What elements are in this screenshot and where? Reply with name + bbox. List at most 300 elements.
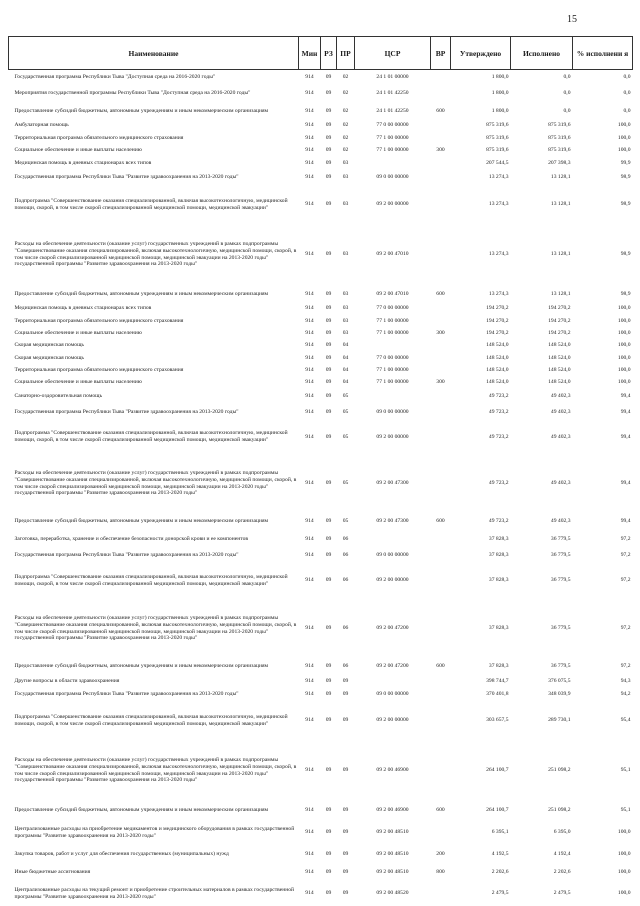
row-rz: 09 (325, 251, 332, 258)
row-name: Амбулаторная помощь (14, 122, 69, 129)
row-min: 914 (305, 174, 314, 181)
row-csr: 77 1 00 00000 (376, 147, 409, 154)
row-approved: 148 524,0 (486, 379, 509, 386)
row-approved: 148 524,0 (486, 354, 509, 361)
row-percent: 0,0 (623, 90, 631, 97)
row-percent: 0,0 (623, 107, 631, 114)
row-percent: 100,0 (617, 122, 631, 129)
row-csr: 77 0 00 00000 (376, 122, 409, 129)
row-min: 914 (305, 869, 314, 876)
table-row (9, 513, 633, 531)
row-vr (431, 531, 451, 548)
row-vr: 600 (436, 107, 445, 114)
row-name: Санаторно-оздоровительная помощь (14, 393, 103, 400)
row-rz: 09 (325, 90, 332, 97)
row-pr: 06 (342, 577, 349, 584)
row-rz: 09 (325, 767, 332, 774)
row-executed: 207 398,3 (548, 159, 571, 166)
row-vr (431, 688, 451, 702)
row-min: 914 (305, 379, 314, 386)
row-approved: 37 828,3 (488, 577, 509, 584)
row-name: Государственная программа Республики Тыва "Развитие здравоохранения на 2013-2020 годы" (14, 551, 239, 558)
row-approved: 148 524,0 (486, 367, 509, 374)
table-row (9, 548, 633, 563)
row-pr: 03 (342, 174, 349, 181)
row-executed: 194 270,2 (548, 317, 571, 324)
row-name: Подпрограмма "Совершенствование оказания специализированной, включая высокотехнологичную, медицинской помощи, скорой, в том числе скорой специализированной медицинской помощи, медицинской эвакуации" (14, 573, 288, 587)
table-body (9, 70, 633, 906)
row-approved: 303 657,5 (486, 717, 509, 724)
row-executed: 148 524,0 (548, 342, 571, 349)
row-name: Государственная программа Республики Тыва "Развитие здравоохранения на 2013-2020 годы" (14, 174, 239, 181)
row-min: 914 (305, 625, 314, 632)
row-percent: 100,0 (617, 851, 631, 858)
row-approved: 13 274,3 (488, 201, 509, 208)
row-vr (431, 365, 451, 377)
row-approved: 264 100,7 (486, 807, 509, 814)
row-csr: 77 0 00 00000 (376, 354, 409, 361)
row-pr: 05 (342, 480, 349, 487)
row-name: Медицинская помощь в дневных стационарах всех типов (14, 305, 152, 312)
row-name: Другие вопросы в области здравоохранения (14, 677, 120, 684)
row-min: 914 (305, 330, 314, 337)
row-pr: 03 (342, 317, 349, 324)
row-csr: 09 0 00 00000 (376, 408, 409, 415)
row-pr: 05 (342, 518, 349, 525)
row-percent: 94,2 (620, 691, 631, 698)
row-min: 914 (305, 342, 314, 349)
row-rz: 09 (325, 807, 332, 814)
row-rz: 09 (325, 134, 332, 141)
table-row (9, 157, 633, 170)
row-vr: 800 (436, 869, 445, 876)
table-row (9, 352, 633, 365)
row-vr: 600 (436, 290, 445, 297)
row-min: 914 (305, 90, 314, 97)
row-executed: 0,0 (563, 73, 571, 80)
row-rz: 09 (325, 174, 332, 181)
row-vr (431, 224, 451, 286)
row-rz: 09 (325, 851, 332, 858)
row-executed: 36 779,5 (550, 625, 571, 632)
table-row (9, 599, 633, 659)
row-vr (431, 599, 451, 659)
row-approved: 49 723,2 (488, 393, 509, 400)
table-row (9, 846, 633, 864)
row-approved: 13 274,3 (488, 290, 509, 297)
table-row (9, 389, 633, 405)
row-approved: 1 800,0 (491, 90, 509, 97)
row-executed: 49 402,3 (550, 518, 571, 525)
row-min: 914 (305, 122, 314, 129)
row-executed: 148 524,0 (548, 379, 571, 386)
row-min: 914 (305, 354, 314, 361)
row-approved: 1 800,0 (491, 107, 509, 114)
row-executed: 49 402,3 (550, 408, 571, 415)
row-csr (355, 389, 431, 405)
header-approved: Утверждено (451, 37, 511, 70)
row-min: 914 (305, 829, 314, 836)
row-executed: 251 098,2 (548, 807, 571, 814)
row-percent: 99,4 (620, 518, 631, 525)
row-executed: 2 202,6 (553, 869, 571, 876)
row-vr (431, 420, 451, 455)
row-percent: 100,0 (617, 305, 631, 312)
row-csr: 24 1 01 00000 (376, 73, 409, 80)
row-approved: 148 524,0 (486, 342, 509, 349)
row-pr: 05 (342, 393, 349, 400)
row-csr: 09 2 00 00000 (376, 201, 409, 208)
row-vr (431, 389, 451, 405)
row-name: Расходы на обеспечение деятельности (оказание услуг) государственных учреждений в рамках подпрограммы "Совершенствование оказания специализированной, включая высокотехнологичную, медицинской помощи, скорой, в том числе скорой специализированной медицинской помощи, медицинской эвакуации на 2013-2020 годы" государственной программы "Развитие здравоохранения на 2013-2020 годы" (14, 470, 297, 497)
row-name: Территориальная программа обязательного медицинского страхования (14, 134, 184, 141)
row-pr: 04 (342, 342, 349, 349)
table-header-row (9, 37, 633, 70)
row-vr (431, 85, 451, 103)
row-percent: 100,0 (617, 354, 631, 361)
header-csr: ЦСР (355, 37, 431, 70)
row-percent: 100,0 (617, 890, 631, 897)
row-approved: 194 270,2 (486, 330, 509, 337)
row-vr: 600 (436, 518, 445, 525)
row-rz: 09 (325, 625, 332, 632)
row-min: 914 (305, 305, 314, 312)
row-name: Подпрограмма "Совершенствование оказания специализированной, включая высокотехнологичную, медицинской помощи, скорой, в том числе скорой специализированной медицинской помощи, медицинской эвакуации" (14, 713, 288, 727)
row-percent: 99,4 (620, 408, 631, 415)
row-rz: 09 (325, 393, 332, 400)
row-percent: 100,0 (617, 147, 631, 154)
row-pr: 06 (342, 625, 349, 632)
row-vr (431, 548, 451, 563)
row-min: 914 (305, 717, 314, 724)
row-csr: 09 2 00 48510 (376, 829, 409, 836)
row-percent: 100,0 (617, 134, 631, 141)
table-row (9, 820, 633, 846)
row-rz: 09 (325, 330, 332, 337)
row-vr (431, 303, 451, 315)
row-csr (355, 675, 431, 688)
row-name: Централизованные расходы на текущий ремонт и приобретение строительных материалов в рамках государственной программы "Развитие здравоохранения на 2013-2020 годы" (14, 886, 295, 900)
row-executed: 251 098,2 (548, 767, 571, 774)
row-rz: 09 (325, 691, 332, 698)
row-rz: 09 (325, 379, 332, 386)
row-rz: 09 (325, 518, 332, 525)
row-vr (431, 405, 451, 420)
row-percent: 98,9 (620, 201, 631, 208)
row-vr (431, 455, 451, 513)
row-min: 914 (305, 367, 314, 374)
row-approved: 2 479,5 (491, 890, 509, 897)
table-row (9, 340, 633, 352)
row-rz: 09 (325, 551, 332, 558)
row-vr: 600 (436, 663, 445, 670)
row-csr: 09 2 00 48510 (376, 851, 409, 858)
row-min: 914 (305, 433, 314, 440)
row-vr (431, 157, 451, 170)
row-vr (431, 340, 451, 352)
row-pr: 06 (342, 663, 349, 670)
row-min: 914 (305, 767, 314, 774)
row-pr: 06 (342, 535, 349, 542)
row-rz: 09 (325, 290, 332, 297)
row-name: Мероприятия государственной программы Республики Тыва "Доступная среда на 2016-2020 годы" (14, 90, 251, 97)
page-number: 15 (567, 14, 577, 25)
row-csr: 77 1 00 00000 (376, 367, 409, 374)
row-rz: 09 (325, 367, 332, 374)
table-row (9, 315, 633, 328)
row-percent: 94,3 (620, 677, 631, 684)
table-row (9, 103, 633, 120)
table-row (9, 531, 633, 548)
row-pr: 02 (342, 73, 349, 80)
row-rz: 09 (325, 663, 332, 670)
row-csr: 77 0 00 00000 (376, 305, 409, 312)
row-approved: 264 100,7 (486, 767, 509, 774)
table-row (9, 224, 633, 286)
table-row (9, 120, 633, 132)
row-vr (431, 120, 451, 132)
row-min: 914 (305, 677, 314, 684)
row-executed: 13 128,1 (550, 251, 571, 258)
table-row (9, 377, 633, 389)
row-csr (355, 157, 431, 170)
row-approved: 37 828,3 (488, 535, 509, 542)
table-row (9, 328, 633, 340)
row-executed: 49 402,3 (550, 480, 571, 487)
row-vr (431, 315, 451, 328)
row-pr: 02 (342, 122, 349, 129)
table-row (9, 132, 633, 145)
row-vr (431, 70, 451, 85)
row-name: Предоставление субсидий бюджетным, автономным учреждениям и иным некоммерческим организациям (14, 518, 269, 525)
row-executed: 148 524,0 (548, 367, 571, 374)
table-row (9, 286, 633, 303)
table-row (9, 455, 633, 513)
table-row (9, 405, 633, 420)
row-pr: 03 (342, 251, 349, 258)
row-csr: 77 1 00 00000 (376, 379, 409, 386)
table-row (9, 365, 633, 377)
row-csr (355, 340, 431, 352)
row-executed: 36 779,5 (550, 577, 571, 584)
row-percent: 100,0 (617, 379, 631, 386)
row-rz: 09 (325, 201, 332, 208)
row-name: Закупка товаров, работ и услуг для обеспечения государственных (муниципальных) нужд (14, 851, 229, 858)
row-csr: 77 1 00 00000 (376, 134, 409, 141)
header-min: Мин (299, 37, 321, 70)
row-pr: 09 (342, 807, 349, 814)
table-row (9, 70, 633, 85)
row-executed: 49 402,3 (550, 433, 571, 440)
row-csr: 09 2 00 00000 (376, 717, 409, 724)
row-name: Территориальная программа обязательного медицинского страхования (14, 317, 184, 324)
row-pr: 09 (342, 717, 349, 724)
header-executed: Исполнено (511, 37, 573, 70)
row-executed: 36 779,5 (550, 535, 571, 542)
row-min: 914 (305, 317, 314, 324)
table-row (9, 170, 633, 186)
row-name: Предоставление субсидий бюджетным, автономным учреждениям и иным некоммерческим организациям (14, 290, 269, 297)
row-name: Централизованные расходы на приобретение медикаментов и медицинского оборудования в рамках государственной программы "Развитие здравоохранения на 2013-2020 годы" (14, 825, 295, 839)
row-approved: 875 319,6 (486, 122, 509, 129)
row-percent: 95,1 (620, 767, 631, 774)
table-row (9, 702, 633, 740)
row-vr (431, 352, 451, 365)
row-executed: 36 779,5 (550, 551, 571, 558)
row-name: Подпрограмма "Совершенствование оказания специализированной, включая высокотехнологичную, медицинской помощи, скорой, в том числе скорой специализированной медицинской помощи, медицинской эвакуации" (14, 430, 288, 443)
row-name: Иные бюджетные ассигнования (14, 869, 91, 876)
row-rz: 09 (325, 305, 332, 312)
row-executed: 36 779,5 (550, 663, 571, 670)
row-rz: 09 (325, 677, 332, 684)
row-rz: 09 (325, 829, 332, 836)
row-min: 914 (305, 851, 314, 858)
row-csr: 09 2 00 47300 (376, 518, 409, 525)
row-rz: 09 (325, 147, 332, 154)
row-min: 914 (305, 577, 314, 584)
row-pr: 09 (342, 851, 349, 858)
row-min: 914 (305, 201, 314, 208)
table-row (9, 688, 633, 702)
row-csr: 77 1 00 00000 (376, 317, 409, 324)
row-csr: 09 2 00 47300 (376, 480, 409, 487)
table-row (9, 563, 633, 599)
row-percent: 97,2 (620, 663, 631, 670)
row-csr: 09 0 00 00000 (376, 174, 409, 181)
header-vr: ВР (431, 37, 451, 70)
row-vr (431, 132, 451, 145)
row-rz: 09 (325, 869, 332, 876)
row-executed: 194 270,2 (548, 330, 571, 337)
row-min: 914 (305, 147, 314, 154)
row-csr: 09 2 00 48510 (376, 869, 409, 876)
table-row (9, 145, 633, 157)
row-percent: 98,9 (620, 251, 631, 258)
table-row (9, 85, 633, 103)
row-approved: 49 723,2 (488, 518, 509, 525)
row-min: 914 (305, 890, 314, 897)
row-approved: 875 319,6 (486, 147, 509, 154)
row-approved: 194 270,2 (486, 305, 509, 312)
row-vr: 300 (436, 379, 445, 386)
row-rz: 09 (325, 480, 332, 487)
row-pr: 09 (342, 829, 349, 836)
row-pr: 04 (342, 354, 349, 361)
row-executed: 0,0 (563, 90, 571, 97)
row-min: 914 (305, 480, 314, 487)
row-approved: 37 828,3 (488, 663, 509, 670)
row-name: Предоставление субсидий бюджетным, автономным учреждениям и иным некоммерческим организациям (14, 107, 269, 114)
row-percent: 95,4 (620, 717, 631, 724)
row-pr: 05 (342, 408, 349, 415)
row-approved: 13 274,3 (488, 174, 509, 181)
row-approved: 4 192,5 (491, 851, 509, 858)
row-csr: 77 1 00 00000 (376, 330, 409, 337)
row-executed: 0,0 (563, 107, 571, 114)
row-csr: 24 1 01 42250 (376, 90, 409, 97)
header-pr: ПР (337, 37, 355, 70)
row-executed: 148 524,0 (548, 354, 571, 361)
row-name: Скорая медицинская помощь (14, 354, 84, 361)
row-pr: 09 (342, 890, 349, 897)
row-percent: 97,2 (620, 577, 631, 584)
row-rz: 09 (325, 408, 332, 415)
row-min: 914 (305, 107, 314, 114)
table-row (9, 659, 633, 675)
row-percent: 0,0 (623, 73, 631, 80)
row-csr: 09 2 00 48520 (376, 890, 409, 897)
row-approved: 1 800,0 (491, 73, 509, 80)
row-rz: 09 (325, 342, 332, 349)
row-vr: 300 (436, 330, 445, 337)
row-pr: 09 (342, 767, 349, 774)
row-vr (431, 675, 451, 688)
table-row (9, 740, 633, 802)
row-vr: 200 (436, 851, 445, 858)
row-vr (431, 702, 451, 740)
row-percent: 100,0 (617, 869, 631, 876)
row-name: Медицинская помощь в дневных стационарах всех типов (14, 159, 152, 166)
row-rz: 09 (325, 317, 332, 324)
row-min: 914 (305, 807, 314, 814)
table-row (9, 882, 633, 906)
header-name: Наименование (9, 37, 299, 70)
row-name: Подпрограмма "Совершенствование оказания специализированной, включая высокотехнологичную, медицинской помощи, скорой, в том числе скорой специализированной медицинской помощи, медицинской эвакуации" (14, 197, 288, 211)
row-pr: 02 (342, 107, 349, 114)
row-approved: 13 274,3 (488, 251, 509, 258)
row-pr: 03 (342, 330, 349, 337)
table-row (9, 303, 633, 315)
row-pr: 02 (342, 134, 349, 141)
row-name: Социальное обеспечение и иные выплаты населению (14, 147, 142, 154)
row-name: Социальное обеспечение и иные выплаты населению (14, 379, 142, 386)
row-pr: 04 (342, 367, 349, 374)
row-csr: 09 2 00 46900 (376, 807, 409, 814)
row-name: Расходы на обеспечение деятельности (оказание услуг) государственных учреждений в рамках подпрограммы "Совершенствование оказания специализированной, включая высокотехнологичную, медицинской помощи, скорой, в том числе скорой специализированной медицинской помощи, медицинской эвакуации на 2013-2020 годы" государственной программы "Развитие здравоохранения на 2013-2020 годы" (14, 615, 297, 642)
row-pr: 03 (342, 290, 349, 297)
row-pr: 03 (342, 305, 349, 312)
row-min: 914 (305, 73, 314, 80)
row-percent: 100,0 (617, 829, 631, 836)
row-pr: 06 (342, 551, 349, 558)
table-row (9, 186, 633, 224)
row-approved: 37 828,3 (488, 551, 509, 558)
row-csr: 09 2 00 46900 (376, 767, 409, 774)
row-name: Государственная программа Республики Тыва "Развитие здравоохранения на 2013-2020 годы" (14, 691, 239, 698)
row-rz: 09 (325, 717, 332, 724)
row-percent: 100,0 (617, 317, 631, 324)
row-name: Заготовка, переработка, хранение и обеспечение безопасности донорской крови и ее компонентов (14, 535, 249, 542)
row-min: 914 (305, 290, 314, 297)
row-pr: 02 (342, 90, 349, 97)
row-min: 914 (305, 535, 314, 542)
row-percent: 95,1 (620, 807, 631, 814)
row-approved: 2 202,6 (491, 869, 509, 876)
row-pr: 09 (342, 691, 349, 698)
row-approved: 370 401,8 (486, 691, 509, 698)
table-row (9, 802, 633, 820)
row-executed: 2 479,5 (553, 890, 571, 897)
row-name: Предоставление субсидий бюджетным, автономным учреждениям и иным некоммерческим организациям (14, 807, 269, 814)
row-min: 914 (305, 691, 314, 698)
row-pr: 02 (342, 147, 349, 154)
row-percent: 99,4 (620, 433, 631, 440)
table-row (9, 864, 633, 882)
row-approved: 49 723,2 (488, 408, 509, 415)
row-executed: 875 319,6 (548, 134, 571, 141)
row-pr: 03 (342, 159, 349, 166)
row-csr: 09 2 00 47010 (376, 251, 409, 258)
